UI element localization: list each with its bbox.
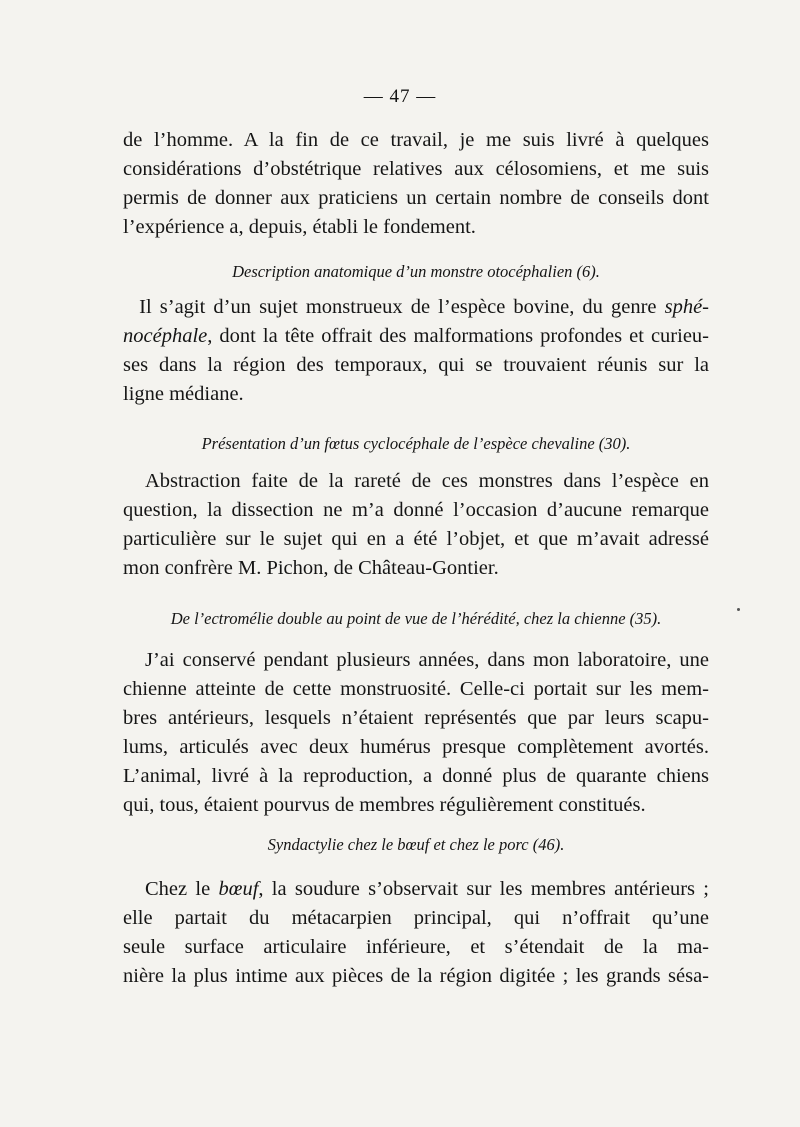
text-line: seule surface articulaire inférieure, et s’étendait de la ma-	[123, 936, 709, 958]
text-line: ses dans la région des temporaux, qui se trouvaient réunis sur la	[123, 354, 709, 376]
section-heading-ectromelie: De l’ectromélie double au point de vue de l’hérédité, chez la chienne (35).	[170, 609, 662, 628]
text-line	[123, 293, 709, 322]
emphasis-text: sphé-	[664, 296, 710, 318]
ectromelie-paragraph	[123, 646, 709, 820]
text-line: question, la dissection ne m’a donné l’occasion d’aucune remarque	[123, 499, 709, 521]
text-fragment: Il s’agit d’un sujet monstrueux de l’espèce bovine, du genre	[139, 296, 665, 318]
text-line: qui, tous, étaient pourvus de membres régulièrement constitués.	[123, 794, 646, 816]
text-line	[123, 322, 709, 351]
text-line: ligne médiane.	[123, 383, 244, 405]
text-line: L’animal, livré à la reproduction, a donné plus de quarante chiens	[123, 765, 709, 787]
text-fragment: , la soudure s’observait sur les membres antérieurs ;	[258, 878, 709, 900]
text-line: J’ai conservé pendant plusieurs années, dans mon laboratoire, une	[145, 649, 709, 671]
section-heading-cyclocephale: Présentation d’un fœtus cyclocéphale de l’espèce chevaline (30).	[201, 434, 631, 453]
section-heading-otocephalien: Description anatomique d’un monstre otocéphalien (6).	[232, 262, 600, 281]
text-line	[123, 875, 709, 904]
text-fragment: Chez le	[145, 878, 219, 900]
page-number: — 47 —	[363, 86, 437, 107]
text-line: chienne atteinte de cette monstruosité. Celle-ci portait sur les mem-	[123, 678, 709, 700]
text-line: nière la plus intime aux pièces de la région digitée ; les grands sésa-	[123, 965, 709, 987]
text-line: Abstraction faite de la rareté de ces monstres dans l’espèce en	[145, 470, 709, 492]
text-line: elle partait du métacarpien principal, qui n’offrait qu’une	[123, 907, 709, 929]
otocephalien-paragraph	[123, 293, 709, 409]
intro-paragraph	[123, 126, 709, 242]
syndactylie-paragraph	[123, 875, 709, 991]
text-line: bres antérieurs, lesquels n’étaient représentés que par leurs scapu-	[123, 707, 709, 729]
text-line: l’expérience a, depuis, établi le fondement.	[123, 216, 476, 238]
emphasis-text: bœuf	[218, 878, 259, 900]
text-line: de l’homme. A la fin de ce travail, je me suis livré à quelques	[123, 129, 709, 151]
text-line: lums, articulés avec deux humérus presque complètement avortés.	[123, 736, 709, 758]
section-heading-syndactylie: Syndactylie chez le bœuf et chez le porc (46).	[267, 835, 565, 854]
text-line: permis de donner aux praticiens un certain nombre de conseils dont	[123, 187, 709, 209]
cyclocephale-paragraph	[123, 467, 709, 583]
text-line: particulière sur le sujet qui en a été l’objet, et que m’avait adressé	[123, 528, 709, 550]
text-line: considérations d’obstétrique relatives aux célosomiens, et me suis	[123, 158, 709, 180]
paper-speck	[737, 608, 740, 611]
text-line: mon confrère M. Pichon, de Château-Gontier.	[123, 557, 499, 579]
text-fragment: , dont la tête offrait des malformations profondes et curieu-	[207, 325, 709, 347]
emphasis-text: nocéphale	[123, 325, 208, 347]
